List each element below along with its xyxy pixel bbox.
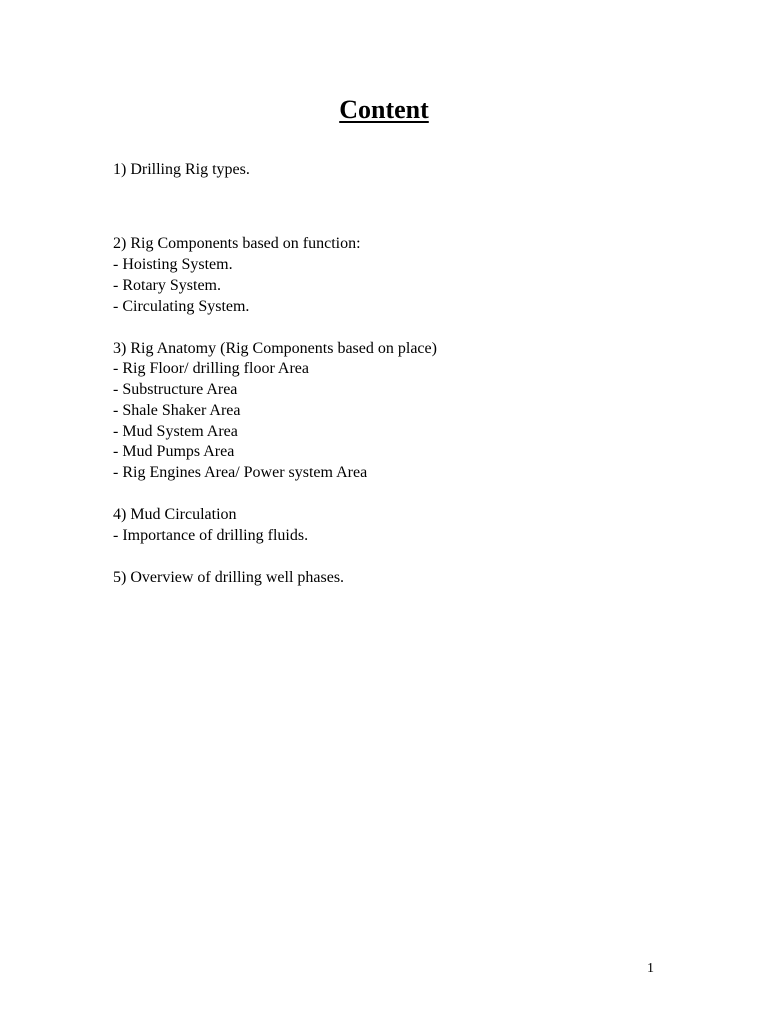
- section-3-item: - Rig Engines Area/ Power system Area: [113, 464, 368, 481]
- section-5-heading: 5) Overview of drilling well phases.: [113, 569, 345, 586]
- page-number: 1: [647, 961, 654, 976]
- section-4-heading: 4) Mud Circulation: [113, 506, 237, 523]
- section-2-heading: 2) Rig Components based on function:: [113, 235, 361, 252]
- section-4-item: - Importance of drilling fluids.: [113, 527, 309, 544]
- section-2-item: - Rotary System.: [113, 277, 221, 294]
- section-3-item: - Rig Floor/ drilling floor Area: [113, 360, 309, 377]
- page-title: Content: [339, 95, 429, 124]
- section-3-item: - Substructure Area: [113, 381, 238, 398]
- section-2-item: - Circulating System.: [113, 298, 250, 315]
- section-3-item: - Mud System Area: [113, 423, 238, 440]
- section-3-heading: 3) Rig Anatomy (Rig Components based on place): [113, 340, 437, 357]
- section-3-item: - Shale Shaker Area: [113, 402, 241, 419]
- section-3-item: - Mud Pumps Area: [113, 443, 235, 460]
- section-1-heading: 1) Drilling Rig types.: [113, 161, 250, 178]
- section-2-item: - Hoisting System.: [113, 256, 233, 273]
